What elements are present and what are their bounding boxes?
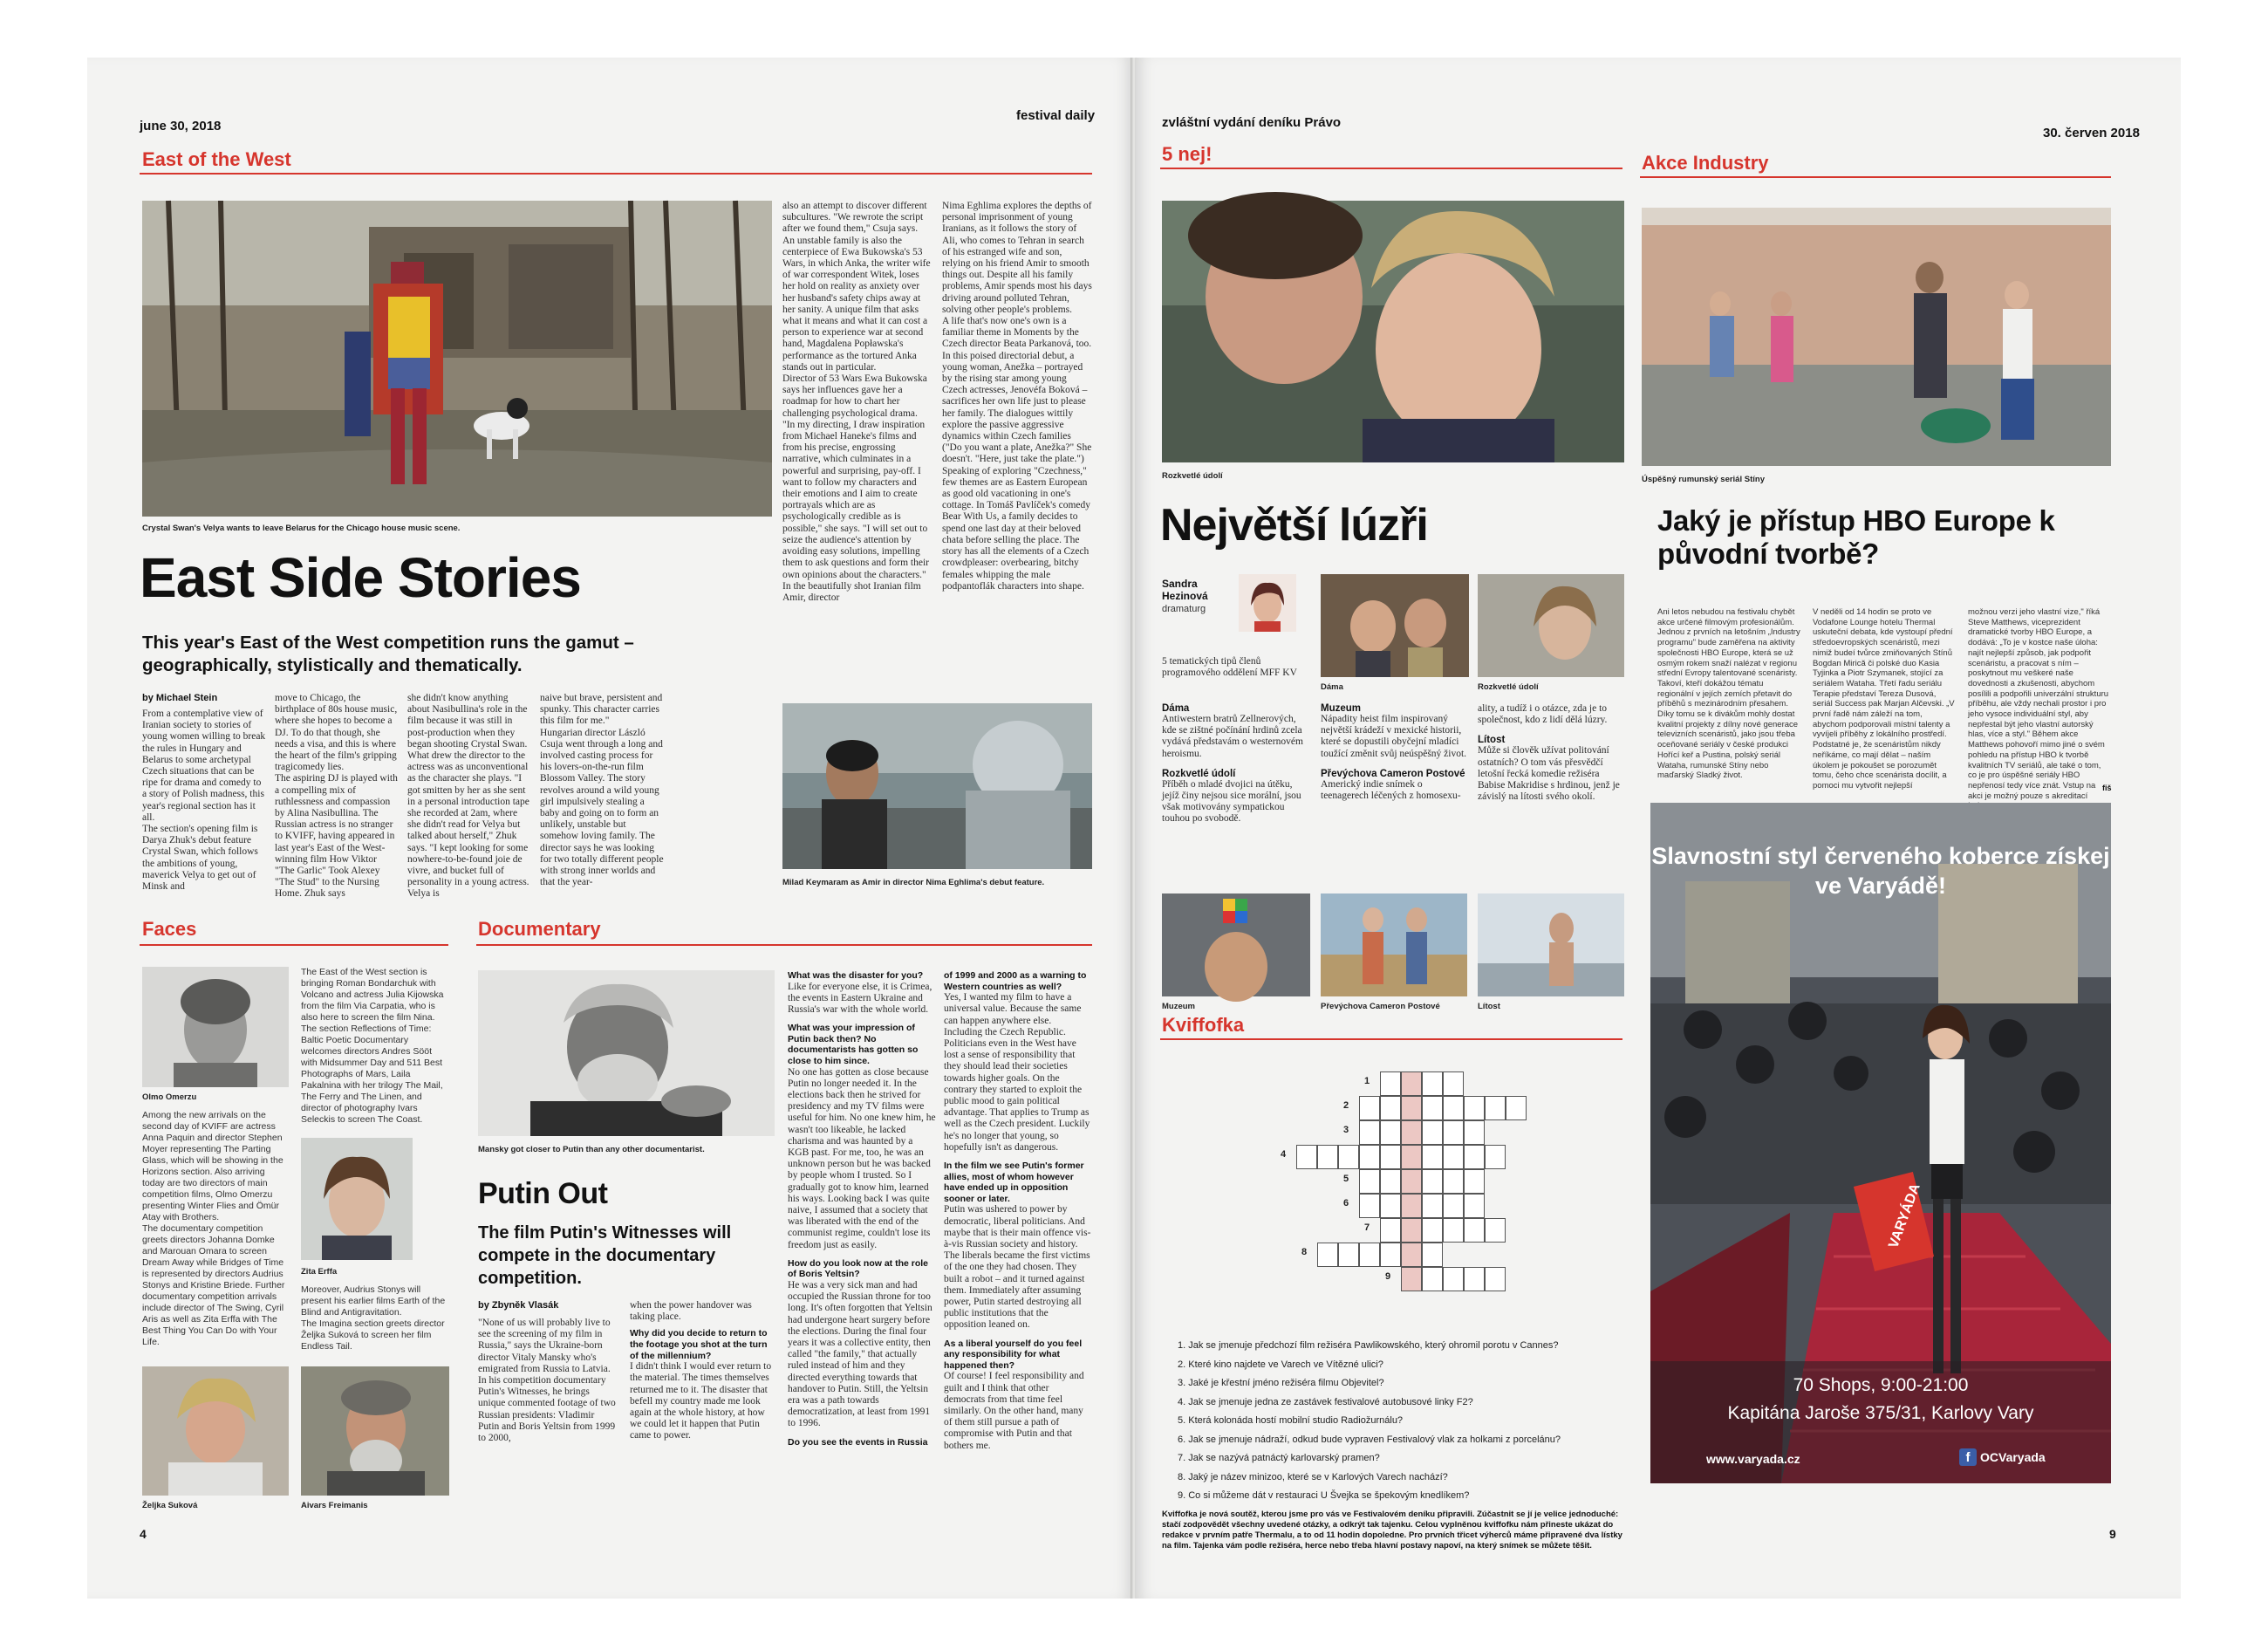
crossword-cell[interactable] — [1359, 1194, 1380, 1218]
crossword-grid[interactable] — [1162, 1049, 1624, 1319]
crossword-cell[interactable] — [1359, 1169, 1380, 1194]
crossword-cell[interactable] — [1401, 1218, 1422, 1243]
crossword-row-number: 4 — [1281, 1149, 1287, 1160]
section-rule — [140, 173, 1092, 175]
putin-col3-text-c: He was a very sick man and had occupied the Russian throne for too long. It's often forgotten that Yeltsin had undergone heart surgery before the elections. During the final four years it was a collective entity, then called "the family," that actually ruled instead of him and they directed everything towards that handover to Putin. Still, the Yeltsin era was a path towards democratization, at least from 1991 to 1996. — [788, 1280, 932, 1429]
mansky-photo-caption: Mansky got closer to Putin than any other documentarist. — [478, 1145, 705, 1154]
crossword-cell[interactable] — [1464, 1145, 1485, 1169]
crossword-cell[interactable] — [1464, 1267, 1485, 1291]
crossword-cell[interactable] — [1317, 1145, 1338, 1169]
crossword-cell[interactable] — [1401, 1096, 1422, 1120]
dama-thumb-caption: Dáma — [1321, 682, 1343, 692]
crossword-cell[interactable] — [1422, 1218, 1443, 1243]
putin-column-3 — [788, 970, 936, 1503]
clue-7: 7. Jak se nazývá patnáctý karlovarský pramen? — [1178, 1453, 1380, 1463]
section-faces: Faces — [142, 918, 197, 940]
crossword-cell[interactable] — [1296, 1145, 1317, 1169]
byline: by Michael Stein — [142, 693, 218, 703]
crossword-cell[interactable] — [1401, 1267, 1422, 1291]
faces-text-3: Moreover, Audrius Stonys will present his earlier films Earth of the Blind and Antigravitation. The Imagina section greets director Željka Suková to screen her film Endless Tail. — [301, 1284, 446, 1352]
q-return: Why did you decide to return to the footage you shot at the turn of the millennium? — [630, 1328, 768, 1361]
putin-column-1: "None of us will probably live to see the screening of my film in Russia," says the Ukraine-born director Vitaly Mansky who's emigrated from Russia to Latvia. In his competition documentary Putin's Witnesses, he brings unique commented footage of two Russian presidents: Vladimir Putin and Boris Yeltsin from 1999 to 2000, — [478, 1318, 616, 1444]
crossword-cell[interactable] — [1443, 1267, 1464, 1291]
article-column-5: also an attempt to discover different subcultures. "We rewrote the script after we found them," Csuja says. An unstable family is also the centerpiece of Ewa Bukowska's 53 Wars, in which Anka, the writer wife of war correspondent Witek, loses her hold on reality as anxiety over her husband's safety chips away at her sanity. A unique film that asks what it means and what it can cost a person to experience war at second hand, Magdalena Popławska's performance as the tortured Anka stands out in particular. Director of 53 Wars Ewa Bukowska says her influences gave her a roadmap for how to chart her challenging psychological drama. "In my directing, I draw inspiration from Michael Haneke's films and from his precise, engrossing narrative, which culminates in a powerful and surprising, pay-off. I want to follow my characters and their emotions and I aim to create portrayals which are as psychologically credible as is possible," she says. "I will set out to seize the audience's attention by avoiding easy solutions, impelling them to ask questions and form their own opinions about the characters." In the beautifully shot Iranian film Amir, director — [782, 201, 931, 603]
crossword-cell[interactable] — [1401, 1169, 1422, 1194]
putin-column-4 — [944, 970, 1092, 1503]
article-column-4: naive but brave, persistent and spunky. This character carries this film for me." Hungarian director László Csuja went through a long and involved casting process for his lovers-on-the-run film Blossom Valley. The story revolves around a wild young girl impulsively stealing a baby and going on to form an unlikely, unstable but somehow loving family. The director says he was looking for two totally different people with strong inner worlds and that the year- — [540, 693, 664, 888]
putin-col4-text-a: Yes, I wanted my film to have a universal value. Because the same can happen anywhere else. Including the Czech Republic. Politicians even in the West have lost a sense of responsibility that they should lead their societies towards higher goals. On the contrary they started to exploit the public mood to gain political advantage. That applies to Trump as well as the Czech president. Luckily he's no longer that young, so hopefully isn't as dangerous. — [944, 992, 1090, 1153]
facebook-handle: OCVaryada — [1980, 1450, 2046, 1464]
crossword-cell[interactable] — [1443, 1071, 1464, 1096]
5-nej-rule — [1160, 168, 1622, 169]
crossword-cell[interactable] — [1485, 1145, 1506, 1169]
crossword-cell[interactable] — [1443, 1145, 1464, 1169]
putin-col4-text-c: Of course! I feel responsibility and guilt and I think that other democrats from that time feel similarly. On the other hand, many of them still pursue a path of compromise with Putin and that bothers me. — [944, 1371, 1084, 1451]
faces-text-2: Among the new arrivals on the second day of KVIFF are actress Anna Paquin and director Stephen Moyer representing The Parting Glass, which will be showing in the Horizons section. Also arriving today are two directors of main competition films, Olmo Omerzu presenting Winter Flies and Ömür Atay with Brothers. The documentary competition greets directors Johanna Domke and Marouan Omara to screen Dream Away while Bridges of Time is represented by directors Audrius Stonys and Kristine Briede. Further documentary competition arrivals include director of The Swing, Cyril Aris as well as Zita Erffa with The Best Thing You Can Do with Your Life. — [142, 1110, 285, 1347]
author-role: dramaturg — [1162, 604, 1206, 614]
industry-signature: fiš — [2102, 784, 2112, 792]
crossword-cell[interactable] — [1443, 1194, 1464, 1218]
crossword-cell[interactable] — [1401, 1194, 1422, 1218]
putin-col3-text-a: Like for everyone else, it is Crimea, the events in Eastern Ukraine and Russia's war with the whole world. — [788, 981, 932, 1015]
putin-deck: The film Putin's Witnesses will compete in the documentary competition. — [478, 1223, 732, 1288]
tip-prevychova-heading: Převýchova Cameron Postové — [1321, 768, 1465, 779]
crossword-cell[interactable] — [1443, 1218, 1464, 1243]
crossword-cell[interactable] — [1422, 1145, 1443, 1169]
right-date: 30. červen 2018 — [2043, 126, 2140, 140]
crossword-cell[interactable] — [1401, 1071, 1422, 1096]
article-column-1: From a contemplative view of Iranian society to stories of young women willing to break the rules in Hungary and Belarus to some archetypal Czech situations that can be ripe for drama and comedy to a story of Polish madness, this year's regional section has it all. The section's opening film is Darya Zhuk's debut feature Crystal Swan, which follows the ambitions of young, maverick Velya to get out of Minsk and — [142, 709, 266, 893]
crossword-cell[interactable] — [1317, 1243, 1338, 1267]
clue-2: 2. Které kino najdete ve Varech ve Vítězné ulici? — [1178, 1359, 1383, 1370]
section-east-of-the-west: East of the West — [142, 148, 291, 170]
clue-5: 5. Která kolonáda hostí mobilní studio Radiožurnálu? — [1178, 1415, 1404, 1426]
bag-brand: VARYÁDA — [1886, 1181, 1923, 1250]
tip-litost-text: Může si člověk užívat politování ostatních? O tom vás přesvědčí letošní řecká komedie režiséra Babise Makridise s hrdinou, jenž je závislý na lítosti svého okolí. — [1478, 745, 1620, 803]
tip-rozkvetle-text: Příběh o mladé dvojici na útěku, jejíž činy nejsou sice morální, jsou však motivovány sympatickou touhou po svobodě. — [1162, 778, 1301, 825]
crossword-cell[interactable] — [1422, 1120, 1443, 1145]
putin-col2-text-a: when the power handover was taking place. — [630, 1300, 752, 1323]
crossword-cell[interactable] — [1380, 1096, 1401, 1120]
crossword-cell[interactable] — [1338, 1145, 1359, 1169]
putin-col3-text-b: No one has gotten as close because Putin no longer needed it. In the elections back then he strived for presidency and my TV films were useful for him. No one knew him, he wasn't too likeable, he lacked charisma and was haunted by a KGB past. For me, too, he was an unknown person but he was backed by people whom I trusted. So I gradually got to know him, learned his ways. Looking back I was quite naive, I assumed that a society that was liberated with the end of the communist regime, couldn't lose its freedom just as easily. — [788, 1066, 936, 1250]
section-documentary: Documentary — [478, 918, 601, 940]
crossword-row-number: 9 — [1385, 1271, 1391, 1282]
clue-1: 1. Jak se jmenuje předchozí film režiséra Pawlikowského, který ohromil porotu v Cannes? — [1178, 1340, 1559, 1351]
crossword-cell[interactable] — [1506, 1096, 1527, 1120]
q-disaster: What was the disaster for you? — [788, 970, 924, 981]
crossword-cell[interactable] — [1380, 1071, 1401, 1096]
crossword-row-number: 7 — [1364, 1222, 1370, 1233]
crossword-cell[interactable] — [1380, 1243, 1401, 1267]
section-5-nej: 5 nej! — [1162, 143, 1213, 165]
left-date: june 30, 2018 — [140, 119, 222, 134]
muzeum-caption: Muzeum — [1162, 1002, 1195, 1011]
rozkvetle-thumb-caption: Rozkvetlé údolí — [1478, 682, 1539, 692]
putin-col4-text-b: Putin was ushered to power by democratic, liberal politicians. And maybe that is their main offence vis-à-vis Russian society and history. The liberals became the first victims of the one they had chosen. They built a robot – and it turned against them. Immediately after assuming power, Putin started destroying all public institutions that the opposition leaned on. — [944, 1204, 1091, 1331]
ad-address: Kapitána Jaroše 375/31, Karlovy Vary — [1727, 1403, 2034, 1423]
crossword-cell[interactable] — [1422, 1096, 1443, 1120]
headline-hbo-europe: Jaký je přístup HBO Europe k původní tvorbě? — [1657, 504, 2055, 570]
aivars-freimanis-caption: Aivars Freimanis — [301, 1501, 368, 1510]
documentary-rule — [476, 944, 1092, 946]
crossword-cell[interactable] — [1359, 1096, 1380, 1120]
crossword-cell[interactable] — [1422, 1071, 1443, 1096]
intro-text: 5 tematických tipů členů programového oddělení MFF KV — [1162, 656, 1297, 679]
zita-erffa-portrait — [301, 1138, 413, 1260]
crossword-row-number: 5 — [1343, 1174, 1349, 1184]
crossword-cell[interactable] — [1380, 1145, 1401, 1169]
industry-column-2: V neděli od 14 hodin se proto ve Vodafone Lounge hotelu Thermal uskuteční debata, kde vystoupí přední středoevropských scenáristů, mezi nimiž budeí tvůrce zmiňovaných Stínů Bogdan Mirică či polské duo Kasia Tyjinka a Piotr Szymanek, stojící za seriálem Watahа. Třetí řadu seriálu Terapie představí Tereza Dusová, seriál Success pak Marjan Alčevski. „V první řadě nám záleží na tom, abychom podporovali místní talenty a vyvíjeli příběhy z lokálního prostředí. Podstatné je, že scenáristům nikdy neříkáme, co mají dělat – naším úkolem je pokoušet se porozumět tomu, čeho chce scenárista docílit, a pomoci mu vytvořit nejlepší — [1813, 607, 1955, 791]
crossword-cell[interactable] — [1422, 1169, 1443, 1194]
author-avatar — [1239, 574, 1296, 632]
tip-prevychova-text: Americký indie snímek o teenagerech léčených z homosexu- — [1321, 778, 1461, 802]
right-page — [1136, 58, 2181, 1599]
mansky-photo — [478, 970, 775, 1136]
kviffofka-rule — [1160, 1038, 1622, 1040]
rozkvetle-udoli-photo — [1162, 201, 1624, 462]
litost-photo — [1478, 893, 1624, 996]
crossword-cell[interactable] — [1443, 1120, 1464, 1145]
putin-byline: by Zbyněk Vlasák — [478, 1300, 559, 1311]
tip-dama-heading: Dáma — [1162, 703, 1190, 714]
crystal-swan-photo — [142, 201, 772, 517]
q-yeltsin: How do you look now at the role of Boris Yeltsin? — [788, 1257, 929, 1280]
section-akce-industry: Akce Industry — [1642, 152, 1769, 174]
crossword-cell[interactable] — [1464, 1218, 1485, 1243]
rozkvetle-thumb — [1478, 574, 1624, 677]
clue-6: 6. Jak se jmenuje nádraží, odkud bude vypraven Festivalový vlak za holkami z porcelánu? — [1178, 1434, 1561, 1445]
crossword-cell[interactable] — [1359, 1243, 1380, 1267]
article-column-2: move to Chicago, the birthplace of 80s house music, where she hopes to become a DJ. To do that though, she needs a visa, and this is where the heart of the film's gripping tragicomedy lies. The aspiring DJ is played with a compelling mix of ruthlessness and compassion by Alina Nasibullina. The Russian actress is no stranger to KVIFF, having appeared in last year's East of the West-winning film How Viktor "The Garlic" Took Alexey "The Stud" to the Nursing Home. Zhuk says — [275, 693, 398, 900]
crossword-cell[interactable] — [1422, 1243, 1443, 1267]
clue-9: 9. Co si můžeme dát v restauraci U Švejka se špekovým knedlíkem? — [1178, 1490, 1470, 1501]
zeljka-sukova-caption: Željka Suková — [142, 1501, 198, 1510]
crossword-cell[interactable] — [1380, 1218, 1401, 1243]
tip-rozkvetle-heading: Rozkvetlé údolí — [1162, 768, 1236, 779]
headline-nejvetsi-luzri: Největší lúzři — [1160, 500, 1428, 551]
left-folio: 4 — [140, 1527, 147, 1541]
clue-4: 4. Jak se jmenuje jedna ze zastávek festivalové autobusové linky F2? — [1178, 1396, 1473, 1407]
crossword-cell[interactable] — [1401, 1145, 1422, 1169]
amir-photo-caption: Milad Keymaram as Amir in director Nima Eghlima's debut feature. — [782, 878, 1045, 887]
crossword-cell[interactable] — [1443, 1096, 1464, 1120]
faces-text-1: The East of the West section is bringing Roman Bondarchuk with Volcano and actress Julia Kijowska from the film Via Carpatia, who is also here to screen the film Nina. The section Reflections of Time: Baltic Poetic Documentary welcomes directors Andres Sööt with Midsummer Day and 511 Best Photographs of Mars, Laila Pakalnina with her trilogy The Mail, The Ferry and The Linen, and director of photography Ivars Seleckis to screen The Coast. — [301, 967, 444, 1125]
industry-column-1: Ani letos nebudou na festivalu chybět akce určené filmovým profesionálům. Jednou z prvních na letošním „Industry programu" bude zaměřena na aktivity společnosti HBO Europe, která se už osmým rokem snaží nalézat v regionu střední Evropy talentované scenáristy. Takoví, kteří dokážou tématu regionální v jejích zemích přetavit do příběhů s mezinárodním přesahem. Díky tomu se k divákům mohly dostat kvalitní projekty z dílny nové generace televizních scenáristů, jako jsou třeba oceňované seriály v české produkci Hořící keř a Pustina, polský seriál Watahа, rumunské Stíny nebo maďarský Sladký život. — [1657, 607, 1800, 781]
dama-thumb — [1321, 574, 1469, 677]
crossword-cell[interactable] — [1359, 1120, 1380, 1145]
litost-caption: Lítost — [1478, 1002, 1500, 1011]
industry-column-3: možnou verzi jeho vlastní vize," říká Steve Matthews, viceprezident dramatické tvorby HBO Europe, a dodává: „To je v kostce naše úloha: najít nejlepší způsob, jak podpořit scenáristu, a pracovat s ním – poskytnout mu veškeré naše dovednosti a zkušenosti, abychom posílili a podpořili univerzální strukturu příběhu, ale vždy nechali prostor i pro jeho vysoce individuální styl, aby nepřestal být jeho vlastní autorský hlas, více a styl." Během akce Matthews pohovoří mimo jiné o svém pohledu na přístup HBO k tvorbě kvalitních TV seriálů, ale také o tom, co je pro úspěšné seriály HBO nepřenosí tedy více znát. Vstup na akci je možný pouze s akreditací — [1968, 607, 2109, 801]
crossword-clues — [1178, 1337, 1631, 1506]
prevychova-caption: Převýchova Cameron Postové — [1321, 1002, 1440, 1011]
crossword-cell[interactable] — [1464, 1120, 1485, 1145]
crossword-cell[interactable] — [1464, 1169, 1485, 1194]
zeljka-sukova-portrait — [142, 1366, 289, 1496]
crossword-cell[interactable] — [1401, 1120, 1422, 1145]
tip-column-2 — [1321, 703, 1467, 888]
varyada-advertisement[interactable] — [1650, 803, 2111, 1483]
headline-putin-out: Putin Out — [478, 1177, 608, 1210]
prevychova-photo — [1321, 893, 1467, 996]
newspaper-spread — [87, 58, 2181, 1599]
crossword-cell[interactable] — [1359, 1145, 1380, 1169]
article-column-6: Nima Eghlima explores the depths of personal imprisonment of young Iranians, as it follows the story of Ali, who comes to Tehran in search of his estranged wife and son, relying on his friend Amir to smooth things out. Despite all his family problems, Amir spends most his days driving around polluted Tehran, solving other people's problems. A life that's now one's own is a familiar theme in Moments by the Czech director Beata Parkanová, too. In this poised directorial debut, a young woman, Anežka – portrayed by the rising star among young Czech actresses, Jenovéfa Boková – sacrifices her own life just to please her family. The dialogues wittily explore the passive aggressive dynamics within Czech families ("Do you want a plate, Anežka?" She doesn't. "Here, just take the plate.") Speaking of exploring "Czechness," few themes are as Eastern European as good old vacationing in one's cottage. In Tomáš Pavlíček's comedy Bear With Us, a family decides to spend one last day at their beloved chata before selling the place. The story has all the elements of a Czech crowdpleaser: overbearing, bitchy females whipping the male podpantoflák characters into shape. — [942, 201, 1092, 592]
left-page — [87, 58, 1132, 1599]
muzeum-photo — [1162, 893, 1310, 996]
special-edition-label: zvláštní vydání deníku Právo — [1162, 115, 1342, 130]
crossword-cell[interactable] — [1380, 1120, 1401, 1145]
faces-rule — [140, 944, 448, 946]
crossword-cell[interactable] — [1380, 1194, 1401, 1218]
amir-photo — [782, 703, 1092, 869]
crossword-row-number: 2 — [1343, 1100, 1349, 1111]
q-liberal: As a liberal yourself do you feel any responsibility for what happened then? — [944, 1338, 1083, 1371]
rozkvetle-caption: Rozkvetlé údolí — [1162, 471, 1223, 481]
tip-litost-heading: Lítost — [1478, 735, 1506, 746]
crossword-row-number: 3 — [1343, 1125, 1349, 1135]
ad-hours: 70 Shops, 9:00-21:00 — [1793, 1375, 1969, 1395]
author-name: Sandra Hezinová — [1162, 578, 1208, 602]
putin-col2-text-b: I didn't think I would ever return to the material. The times themselves returned me to it. The disaster that befell my country made me look again at the whole history, at how we could let it happen that Putin came to power. — [630, 1361, 772, 1441]
right-folio: 9 — [2109, 1527, 2116, 1541]
stiny-photo — [1642, 208, 2111, 466]
ad-facebook-link[interactable] — [1959, 1448, 2046, 1466]
stiny-caption: Úspěšný rumunský seriál Stíny — [1642, 475, 1765, 484]
facebook-icon: f — [1959, 1448, 1977, 1466]
crossword-row-number: 6 — [1343, 1198, 1349, 1208]
olmo-omerzu-portrait — [142, 967, 289, 1087]
tip-muzeum-text: Nápadity heist film inspirovaný největší krádeží v mexické historii, které se dopustili obyčejní mladíci toužící změnit svůj neúspěšný život. — [1321, 714, 1467, 759]
tip-muzeum-heading: Muzeum — [1321, 703, 1361, 714]
article-column-3: she didn't know anything about Nasibullina's role in the film because it was still in post-production when they began shooting Crystal Swan. What drew the director to the actress was as unconventional as the character she plays. "I got smitten by her as she sent in a personal introduction tape she recorded at 2am, where she didn't read for Velya but talked about herself," Zhuk says. "I kept looking for some nowhere-to-be-found joie de vivre, and bucket full of personality in a young actress. Velya is — [407, 693, 529, 900]
crossword-cell[interactable] — [1485, 1096, 1506, 1120]
q-impression: What was your impression of Putin back then? No documentarists has gotten so close to him since. — [788, 1023, 919, 1066]
crossword-row-number: 1 — [1364, 1076, 1370, 1086]
crossword-cell[interactable] — [1380, 1169, 1401, 1194]
crossword-cell[interactable] — [1464, 1096, 1485, 1120]
putin-column-2 — [630, 1300, 776, 1501]
crossword-cell[interactable] — [1443, 1169, 1464, 1194]
ad-headline: Slavnostní styl červeného koberce získej ve Varyádě! — [1651, 843, 2110, 899]
crossword-cell[interactable] — [1401, 1243, 1422, 1267]
tip-column-3 — [1478, 703, 1624, 888]
crossword-cell[interactable] — [1422, 1194, 1443, 1218]
tip-column-1 — [1162, 703, 1310, 888]
olmo-omerzu-caption: Olmo Omerzu — [142, 1092, 197, 1102]
tip-dama-text: Antiwestern bratrů Zellnerových, kde se zištné počínání hrdinů zcela vydává představám o westernovém heroismu. — [1162, 714, 1303, 759]
q-events: Do you see the events in Russia — [788, 1436, 928, 1448]
industry-rule — [1640, 176, 2111, 178]
clue-3: 3. Jaké je křestní jméno režiséra filmu Objevitel? — [1178, 1378, 1384, 1388]
zita-erffa-caption: Zita Erffa — [301, 1267, 338, 1277]
ad-website-link[interactable]: www.varyada.cz — [1706, 1452, 1800, 1466]
headline-east-side-stories: East Side Stories — [140, 546, 581, 609]
clue-8: 8. Jaký je název minizoo, které se v Karlových Varech nachází? — [1178, 1471, 1448, 1482]
crossword-cell[interactable] — [1464, 1194, 1485, 1218]
kviffofka-rules: Kviffofka je nová soutěž, kterou jsme pro vás ve Festivalovém deníku připravili. Zúčastnit se jí je velice jednoduché: stačí zodpovědět všechny uvedené otázky, a odkrýt tak tajenku. Celou vyplněnou kviffofku nám přineste ukázat do redakce v prvním patře Thermalu, a to od 11 hodin dopoledne. Pro prvních třicet výherců máme připravené dva lístky na film. Tajenka vám podle režiséra, herce nebo třeba hlavní postavy napoví, na který snímek se můžete těšit. — [1162, 1510, 1622, 1551]
crossword-cell[interactable] — [1485, 1267, 1506, 1291]
main-photo-caption: Crystal Swan's Velya wants to leave Belarus for the Chicago house music scene. — [142, 524, 461, 533]
crossword-cell[interactable] — [1338, 1243, 1359, 1267]
tip-alita-text: ality, a tudíž i o otázce, zda je to společnost, kdo z lidí dělá lúzry. — [1478, 703, 1608, 726]
crossword-cell[interactable] — [1485, 1218, 1506, 1243]
crossword-row-number: 8 — [1301, 1247, 1308, 1257]
aivars-freimanis-portrait — [301, 1366, 449, 1496]
q-allies: In the film we see Putin's former allies, most of whom however have ended up in opposition sooner or later. — [944, 1160, 1084, 1204]
deck: This year's East of the West competition runs the gamut – geographically, stylistically and thematically. — [142, 633, 634, 675]
section-kviffofka: Kviffofka — [1162, 1014, 1245, 1036]
q-events-cont: of 1999 and 2000 as a warning to Western countries as well? — [944, 970, 1087, 992]
crossword-cell[interactable] — [1422, 1267, 1443, 1291]
left-paper-name: festival daily — [1016, 108, 1096, 123]
